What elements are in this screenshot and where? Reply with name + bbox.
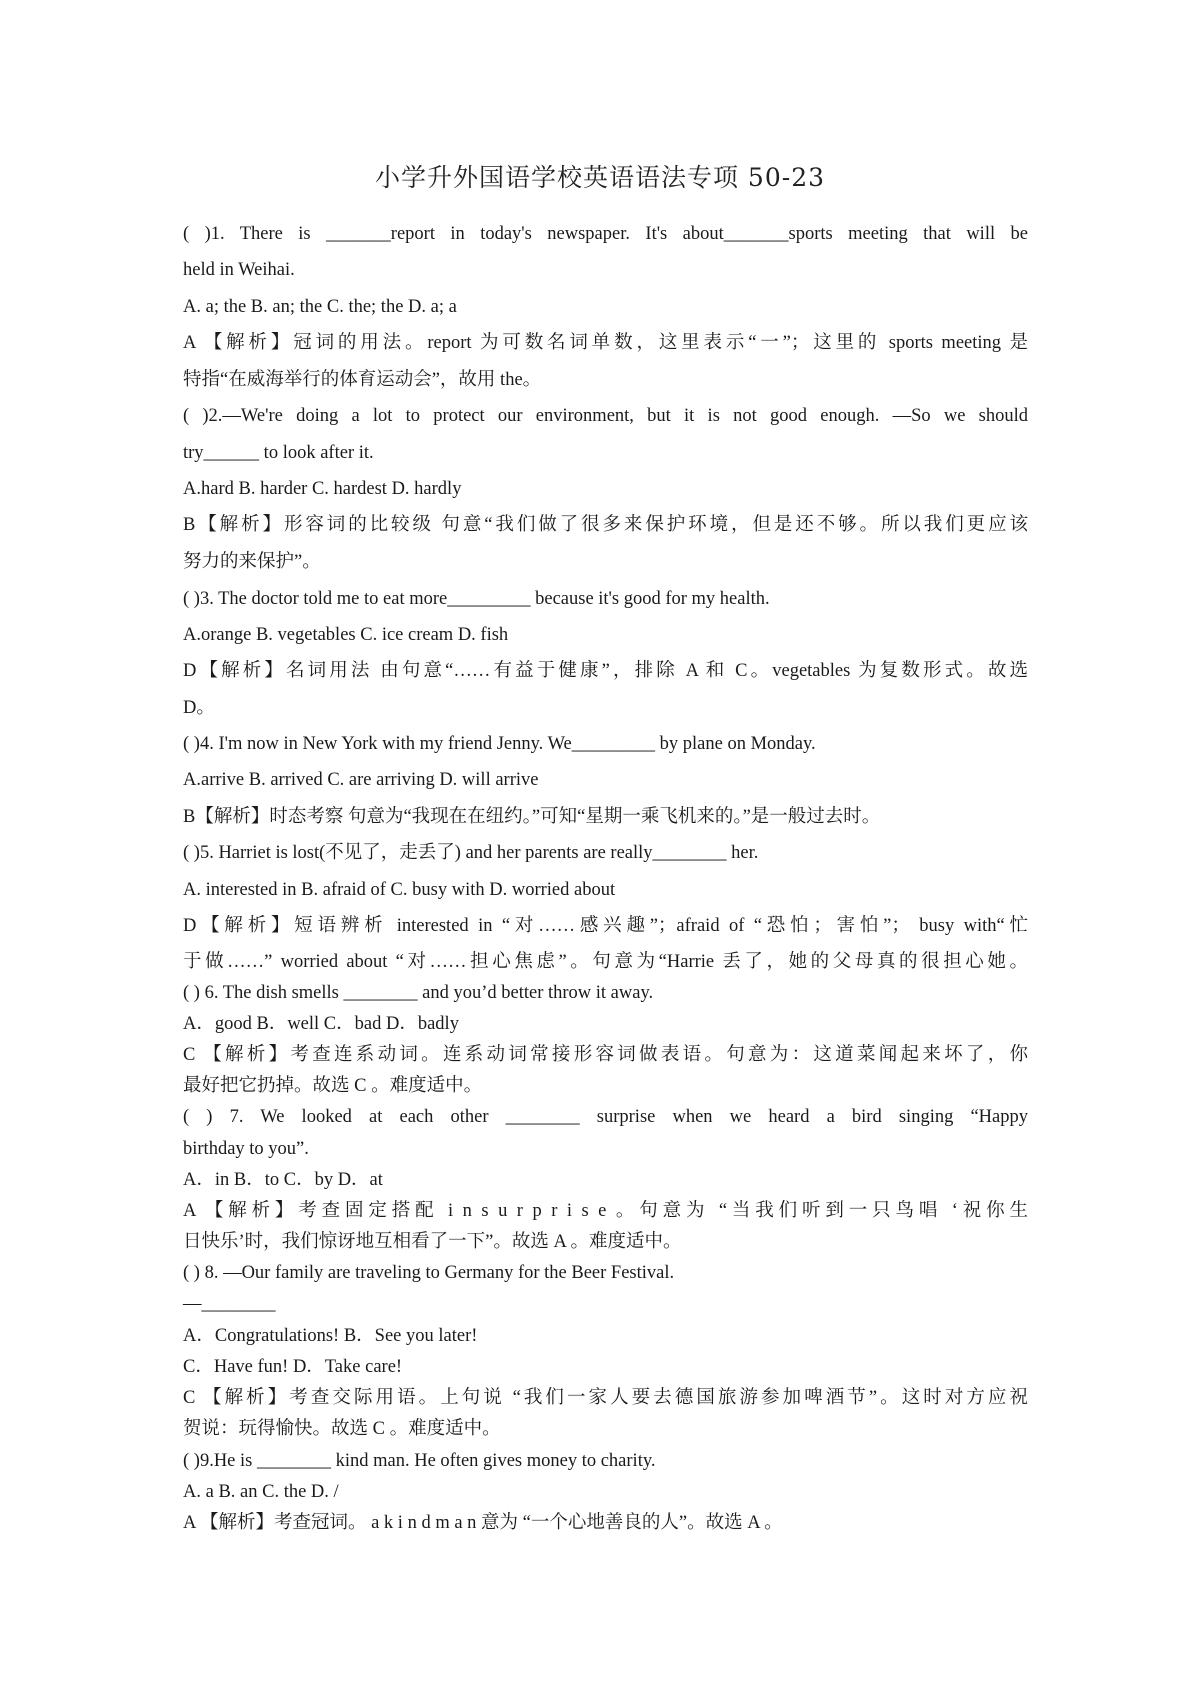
text-line: ( ) 7. We looked at each other ________ surprise when we heard a bird singing “Happy: [183, 1107, 1028, 1127]
text-line: 最好把它扔掉。故选 C 。难度适中。: [183, 1076, 483, 1096]
text-line: ( )2.—We're doing a lot to protect our environment, but it is not good enough. —So we should: [183, 406, 1028, 426]
text-line: 贺说：玩得愉快。故选 C 。难度适中。: [183, 1419, 501, 1439]
text-line: A 【解析】冠词的用法。report 为可数名词单数，这里表示“一”；这里的 sports meeting 是: [183, 333, 1028, 353]
text-line: ( )5. Harriet is lost(不见了，走丢了) and her parents are really________ her.: [183, 843, 759, 863]
text-line: B【解析】时态考察 句意为“我现在在纽约。”可知“星期一乘飞机来的。”是一般过去时。: [183, 807, 881, 827]
text-line: A．good B．well C．bad D．badly: [183, 1014, 459, 1034]
text-line: A.arrive B. arrived C. are arriving D. will arrive: [183, 770, 539, 790]
text-line: C 【解析】考查交际用语。上句说 “我们一家人要去德国旅游参加啤酒节”。这时对方应祝: [183, 1388, 1028, 1408]
text-line: ( )1. There is _______report in today's newspaper. It's about_______sports meeting that will be: [183, 224, 1028, 244]
text-line: ( )4. I'm now in New York with my friend Jenny. We_________ by plane on Monday.: [183, 734, 816, 754]
text-line: ( ) 8. —Our family are traveling to Germany for the Beer Festival.: [183, 1263, 675, 1283]
text-line: B【解析】形容词的比较级 句意“我们做了很多来保护环境，但是还不够。所以我们更应该: [183, 515, 1028, 535]
text-line: A．Congratulations! B．See you later!: [183, 1326, 478, 1346]
text-line: —________: [183, 1294, 276, 1314]
text-line: ( )3. The doctor told me to eat more_________ because it's good for my health.: [183, 589, 770, 609]
text-line: ( ) 6. The dish smells ________ and you’d better throw it away.: [183, 983, 654, 1003]
text-line: 于做……” worried about “对……担心焦虑”。句意为“Harrie 丢了，她的父母真的很担心她。: [183, 952, 1028, 972]
text-line: A 【解析】考查固定搭配 i n s u r p r i s e 。句意为 “当我们听到一只鸟唱 ‘祝你生: [183, 1201, 1028, 1221]
text-line: 特指“在威海举行的体育运动会”，故用 the。: [183, 370, 542, 390]
text-line: ( )9.He is ________ kind man. He often gives money to charity.: [183, 1451, 656, 1471]
page-title: 小学升外国语学校英语语法专项 50-23: [374, 163, 826, 192]
text-line: A. a B. an C. the D. /: [183, 1482, 339, 1502]
text-line: try______ to look after it.: [183, 443, 374, 463]
text-line: D。: [183, 698, 215, 718]
text-line: A. a; the B. an; the C. the; the D. a; a: [183, 297, 457, 317]
text-line: 日快乐’时，我们惊讶地互相看了一下”。故选 A 。难度适中。: [183, 1232, 682, 1252]
text-line: 努力的来保护”。: [183, 552, 321, 572]
text-line: A.orange B. vegetables C. ice cream D. fish: [183, 625, 509, 645]
text-line: A.hard B. harder C. hardest D. hardly: [183, 479, 462, 499]
text-line: A. interested in B. afraid of C. busy with D. worried about: [183, 880, 616, 900]
text-line: held in Weihai.: [183, 260, 295, 280]
text-line: C．Have fun! D．Take care!: [183, 1357, 403, 1377]
text-line: D【解析】名词用法 由句意“……有益于健康”，排除 A 和 C。vegetables 为复数形式。故选: [183, 661, 1028, 681]
text-line: A．in B．to C．by D．at: [183, 1170, 383, 1190]
text-line: A 【解析】考查冠词。 a k i n d m a n 意为 “一个心地善良的人”。故选 A 。: [183, 1513, 783, 1533]
text-line: D【解析】短语辨析 interested in “对……感兴趣”；afraid of “恐怕；害怕”； busy with“忙: [183, 916, 1028, 936]
text-line: birthday to you”.: [183, 1139, 309, 1159]
text-line: C 【解析】考查连系动词。连系动词常接形容词做表语。句意为：这道菜闻起来坏了，你: [183, 1045, 1028, 1065]
